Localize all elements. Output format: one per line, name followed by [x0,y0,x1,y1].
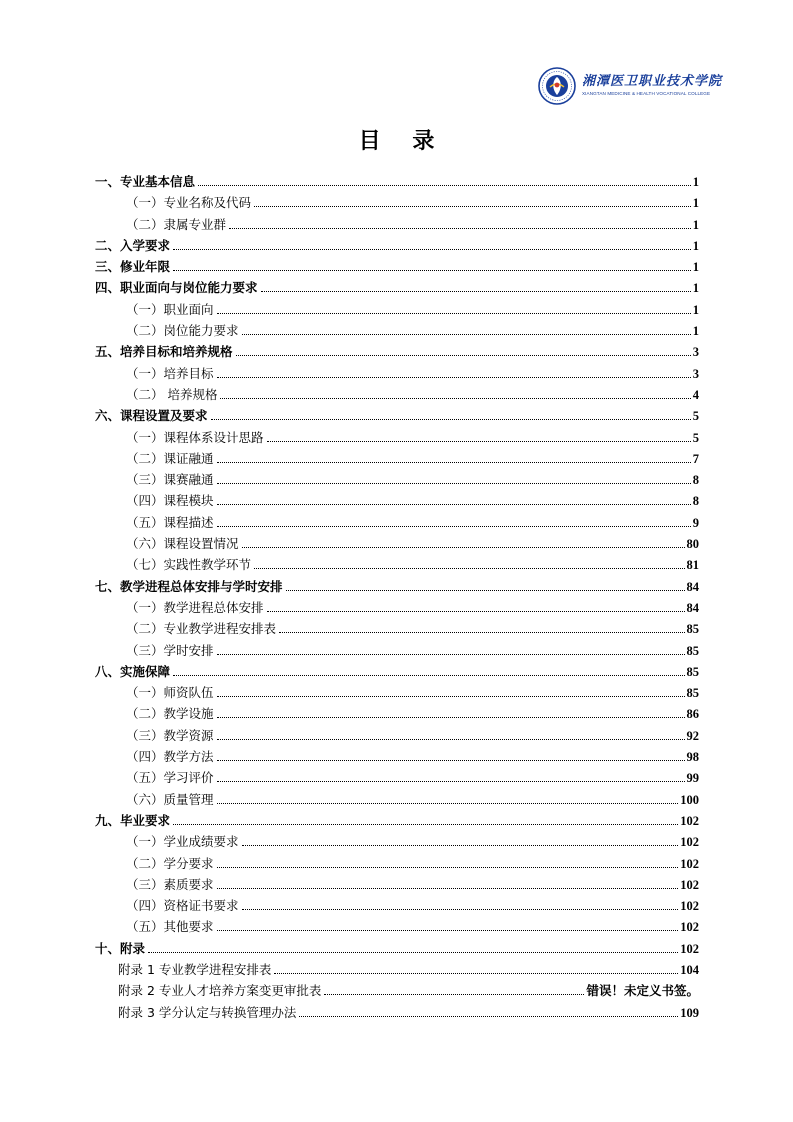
toc-dot-leader [267,611,685,612]
toc-page-number: 1 [692,260,699,275]
toc-page-number: 8 [692,473,699,488]
toc-page-number: 1 [692,175,699,189]
toc-entry[interactable] [95,236,699,257]
toc-dot-leader [217,930,679,931]
toc-entry[interactable] [95,342,699,363]
toc-page-number: 1 [692,281,699,296]
toc-page-number: 1 [692,324,699,339]
toc-dot-leader [254,206,691,207]
toc-entry-label: （一）职业面向 [126,301,214,317]
toc-entry-label: 五、培养目标和培养规格 [95,344,233,360]
toc-page-number: 80 [686,537,699,552]
college-name-en: XIANGTAN MEDICINE & HEALTH VOCATIONAL COLLEGE [582,91,711,97]
toc-dot-leader [299,1016,678,1017]
toc-entry[interactable] [95,385,699,406]
toc-entry[interactable] [95,960,699,981]
toc-dot-leader [217,313,691,314]
toc-page-number: 4 [692,387,699,402]
toc-entry[interactable] [95,364,699,385]
college-emblem-icon [538,67,576,105]
toc-entry[interactable] [95,491,699,512]
toc-page-number: 1 [692,217,699,232]
toc-entry-label: 一、专业基本信息 [95,174,196,189]
toc-entry-label: （二）隶属专业群 [126,216,227,232]
toc-dot-leader [148,952,678,953]
toc-entry[interactable] [95,555,699,576]
toc-entry-label: （七）实践性教学环节 [126,557,252,573]
toc-entry-label: （四）教学方法 [126,749,214,765]
toc-page-number: 102 [680,835,699,850]
toc-entry[interactable] [95,215,699,236]
toc-page-number: 错误！未定义书签。 [586,984,699,999]
toc-entry-label: 七、教学进程总体安排与学时安排 [95,578,283,594]
toc-entry-label: 十、附录 [95,940,146,956]
toc-entry-label: 附录 1 专业教学进程安排表 [118,961,272,977]
toc-dot-leader [217,803,679,804]
toc-entry[interactable] [95,406,699,427]
toc-dot-leader [229,228,691,229]
toc-entry[interactable] [95,172,699,193]
toc-entry-label: （二）岗位能力要求 [126,323,239,339]
toc-page-number: 102 [680,813,699,828]
page-title: 目 录 [358,129,447,154]
toc-entry-label: 二、入学要求 [95,237,171,253]
toc-entry-label: 六、课程设置及要求 [95,408,208,424]
toc-entry-label: （四）课程模块 [126,493,214,509]
toc-entry[interactable] [95,768,699,789]
toc-entry-label: （二） 培养规格 [126,386,218,402]
toc-entry-label: （一）培养目标 [126,365,214,381]
toc-page-number: 7 [692,451,699,466]
toc-entry-label: （五）课程描述 [126,514,214,530]
toc-entry[interactable] [95,917,699,938]
toc-entry-label: （三）素质要求 [126,876,214,892]
toc-page-number: 86 [686,707,699,722]
toc-dot-leader [236,355,691,356]
toc-entry[interactable] [95,449,699,470]
toc-entry-label: （三）学时安排 [126,642,214,658]
toc-dot-leader [261,291,691,292]
toc-dot-leader [217,654,685,655]
toc-dot-leader [286,590,685,591]
toc-page-number: 84 [686,600,699,615]
toc-entry[interactable] [95,193,699,214]
toc-dot-leader [217,377,691,378]
toc-dot-leader [217,462,691,463]
toc-page-number: 85 [686,686,699,701]
toc-entry-label: （一）专业名称及代码 [126,195,252,211]
toc-entry-label: （一）教学进程总体安排 [126,599,264,615]
toc-page-number: 84 [686,579,699,594]
toc-entry[interactable] [95,939,699,960]
toc-entry-label: （二）教学设施 [126,706,214,722]
toc-entry[interactable] [95,321,699,342]
toc-entry[interactable] [95,662,699,683]
toc-dot-leader [217,717,685,718]
toc-entry-label: （一）课程体系设计思路 [126,429,264,445]
toc-dot-leader [324,994,584,995]
toc-dot-leader [242,845,679,846]
toc-entry[interactable] [95,598,699,619]
toc-entry[interactable] [95,811,699,832]
toc-entry-label: （三）课赛融通 [126,472,214,488]
toc-page-number: 102 [680,877,699,892]
toc-entry[interactable] [95,300,699,321]
toc-dot-leader [217,504,691,505]
toc-page-number: 9 [692,515,699,530]
toc-entry[interactable] [95,683,699,704]
toc-entry[interactable] [95,704,699,725]
toc-page-number: 3 [692,345,699,360]
toc-entry[interactable] [95,257,699,278]
toc-dot-leader [279,632,684,633]
toc-entry-label: （六）课程设置情况 [126,536,239,552]
toc-page-number: 1 [692,196,699,211]
toc-page-number: 85 [686,622,699,637]
college-logo [538,64,723,108]
toc-dot-leader [217,760,685,761]
toc-dot-leader [254,568,684,569]
toc-entry[interactable] [95,896,699,917]
toc-page-number: 104 [680,962,699,977]
toc-entry[interactable] [95,832,699,853]
toc-entry-label: （一）学业成绩要求 [126,834,239,850]
toc-entry[interactable] [95,1003,699,1024]
toc-page-number: 85 [686,643,699,658]
toc-page-number: 99 [686,771,699,786]
toc-dot-leader [217,526,691,527]
toc-entry-label: 八、实施保障 [95,663,171,679]
toc-entry-label: 三、修业年限 [95,259,171,275]
toc-entry[interactable] [95,534,699,555]
toc-dot-leader [242,334,691,335]
toc-entry[interactable] [95,513,699,534]
toc-dot-leader [217,696,685,697]
toc-entry-label: 附录 2 专业人才培养方案变更审批表 [118,983,322,999]
toc-dot-leader [267,441,691,442]
toc-page-number: 1 [692,238,699,253]
toc-entry[interactable] [95,428,699,449]
toc-entry-label: （二）学分要求 [126,855,214,871]
toc-entry-label: （五）学习评价 [126,770,214,786]
toc-page-number: 1 [692,302,699,317]
toc-entry[interactable] [95,790,699,811]
toc-entry[interactable] [95,619,699,640]
toc-page-number: 5 [692,430,699,445]
toc-page-number: 98 [686,750,699,765]
toc-entry[interactable] [95,470,699,491]
toc-entry-label: （一）师资队伍 [126,685,214,701]
toc-entry-label: 九、毕业要求 [95,812,171,828]
toc-entry-label: （三）教学资源 [126,727,214,743]
toc-entry[interactable] [95,577,699,598]
toc-entry-label: 四、职业面向与岗位能力要求 [95,280,258,296]
toc-entry[interactable] [95,981,699,1002]
toc-dot-leader [217,739,685,740]
toc-entry[interactable] [95,747,699,768]
toc-dot-leader [217,867,679,868]
toc-entry[interactable] [95,875,699,896]
table-of-contents [95,172,699,1024]
toc-dot-leader [242,547,685,548]
toc-entry[interactable] [95,641,699,662]
toc-page-number: 85 [686,664,699,679]
toc-dot-leader [217,483,691,484]
toc-entry-label: 附录 3 学分认定与转换管理办法 [118,1004,297,1020]
toc-dot-leader [211,419,691,420]
toc-dot-leader [242,909,679,910]
toc-dot-leader [274,973,678,974]
toc-dot-leader [198,185,691,186]
toc-entry-label: （二）课证融通 [126,450,214,466]
toc-page-number: 8 [692,494,699,509]
toc-page-number: 102 [680,899,699,914]
toc-entry[interactable] [95,278,699,299]
toc-page-number: 81 [686,558,699,573]
toc-dot-leader [173,824,678,825]
toc-page-number: 102 [680,941,699,956]
toc-entry-label: （五）其他要求 [126,919,214,935]
toc-page-number: 3 [692,366,699,381]
toc-entry[interactable] [95,726,699,747]
toc-page-number: 92 [686,728,699,743]
toc-entry-label: （四）资格证书要求 [126,898,239,914]
toc-entry[interactable] [95,854,699,875]
toc-page-number: 5 [692,409,699,424]
toc-page-number: 102 [680,920,699,935]
toc-dot-leader [173,249,691,250]
toc-page-number: 100 [680,792,699,807]
toc-dot-leader [217,888,679,889]
college-name-block [582,75,722,97]
toc-dot-leader [217,781,685,782]
toc-entry-label: （六）质量管理 [126,791,214,807]
toc-page-number: 102 [680,856,699,871]
toc-dot-leader [173,270,691,271]
toc-dot-leader [220,398,690,399]
toc-page-number: 109 [680,1005,699,1020]
toc-entry-label: （二）专业教学进程安排表 [126,621,277,637]
college-name-cn: 湘潭医卫职业技术学院 [582,74,723,90]
toc-dot-leader [173,675,684,676]
